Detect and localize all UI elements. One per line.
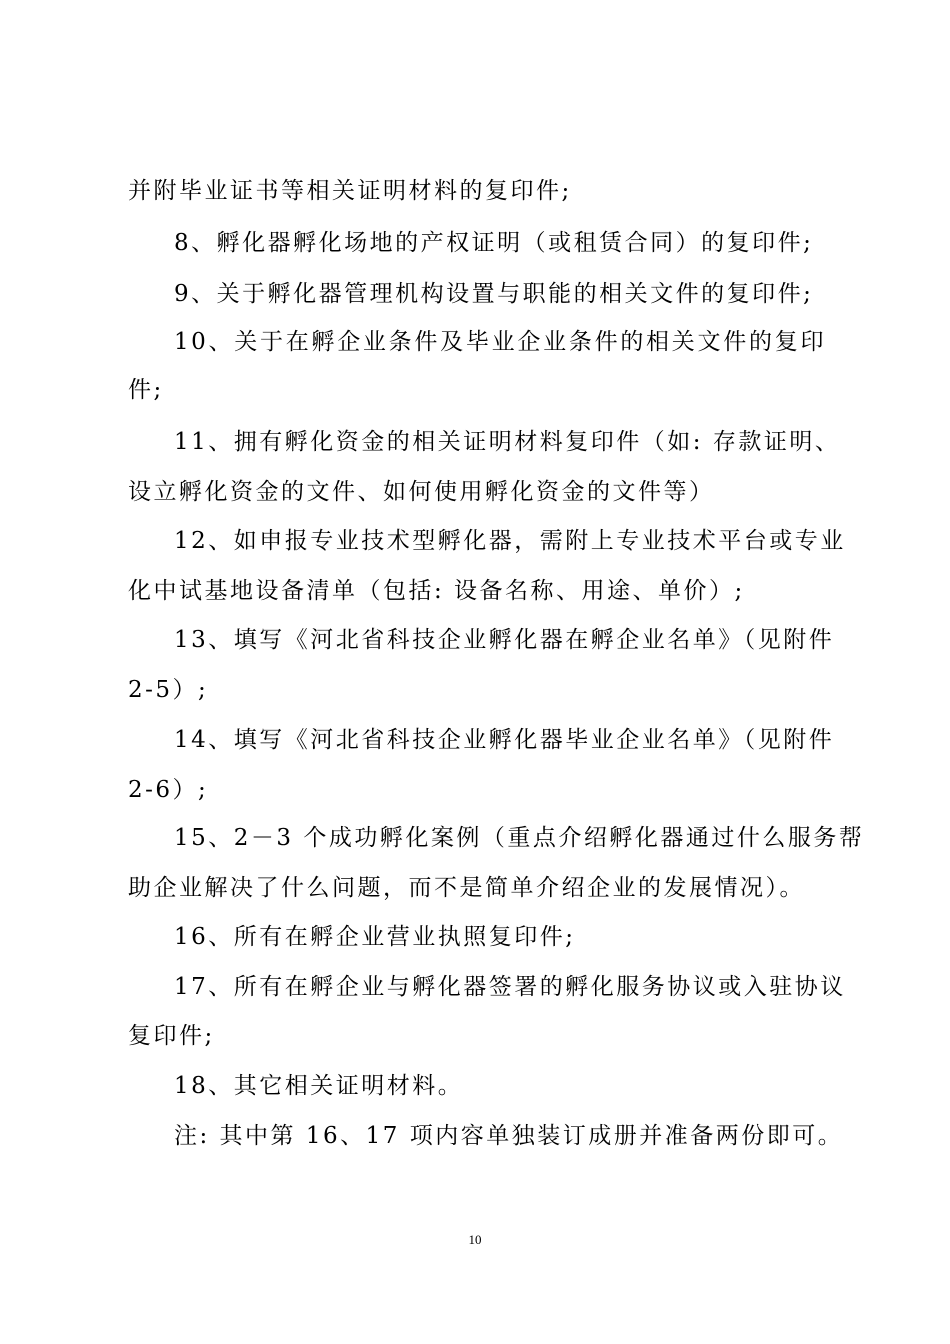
text-line: 2-6）; [128, 777, 209, 803]
list-item-13: 13、填写《河北省科技企业孵化器在孵企业名单》（见附件 [174, 627, 835, 653]
list-item-10: 10、关于在孵企业条件及毕业企业条件的相关文件的复印 [174, 329, 826, 355]
text-line: 2-5）; [128, 677, 209, 703]
list-item-15: 15、2－3 个成功孵化案例（重点介绍孵化器通过什么服务帮 [174, 825, 865, 851]
text-line: 助企业解决了什么问题，而不是简单介绍企业的发展情况）。 [128, 875, 805, 901]
page-number: 10 [468, 1232, 482, 1247]
list-item-18: 18、其它相关证明材料。 [174, 1073, 464, 1099]
list-item-8: 8、孵化器孵化场地的产权证明（或租赁合同）的复印件; [174, 230, 814, 256]
text-line: 设立孵化资金的文件、如何使用孵化资金的文件等） [128, 479, 715, 505]
text-line: 复印件; [128, 1023, 215, 1049]
list-item-11: 11、拥有孵化资金的相关证明材料复印件（如: 存款证明、 [174, 429, 841, 455]
text-line: 并附毕业证书等相关证明材料的复印件; [128, 178, 572, 204]
text-line: 化中试基地设备清单（包括: 设备名称、用途、单价）; [128, 578, 745, 604]
text-line: 件; [128, 377, 164, 403]
list-item-17: 17、所有在孵企业与孵化器签署的孵化服务协议或入驻协议 [174, 974, 846, 1000]
list-item-16: 16、所有在孵企业营业执照复印件; [174, 924, 576, 950]
list-item-12: 12、如申报专业技术型孵化器，需附上专业技术平台或专业 [174, 528, 846, 554]
list-item-14: 14、填写《河北省科技企业孵化器毕业企业名单》（见附件 [174, 727, 835, 753]
note-line: 注: 其中第 16、17 项内容单独装订成册并准备两份即可。 [174, 1123, 844, 1149]
list-item-9: 9、关于孵化器管理机构设置与职能的相关文件的复印件; [174, 281, 814, 307]
